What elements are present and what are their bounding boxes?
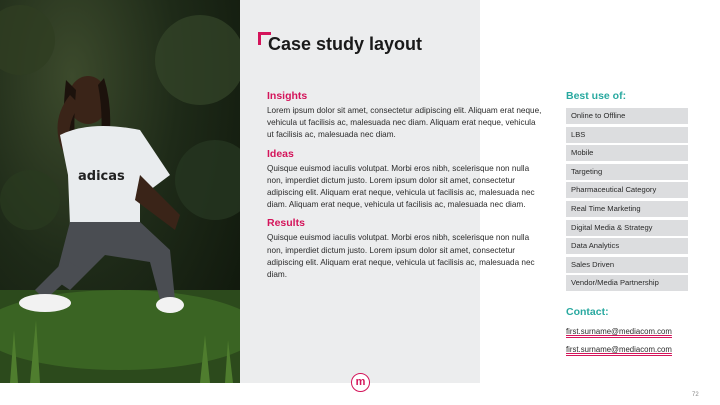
- contact-email-link[interactable]: first.surname@mediacom.com: [566, 345, 672, 354]
- page-number: 72: [692, 392, 699, 398]
- page-title: Case study layout: [268, 34, 423, 54]
- best-use-heading: Best use of:: [566, 90, 627, 102]
- section-body: Quisque euismod iaculis volutpat. Morbi eros nibh, scelerisque non nulla non, imperdiet dictum justo. Lorem ipsum dolor sit amet, consectetur adipiscing elit. Aliquam erat neque, vehicula ut facilisis ac, malesuada nec diam. Aliquam erat neque, vehicula ut facilisis ac, malesuada nec diam.: [267, 163, 535, 210]
- best-use-item: Pharmaceutical Category: [566, 182, 688, 198]
- section-body: Quisque euismod iaculis volutpat. Morbi eros nibh, scelerisque non nulla non, imperdiet dictum justo. Lorem ipsum dolor sit amet, consectetur adipiscing elit. Aliquam erat neque, vehicula ut facilisis ac, malesuada nec diam.: [267, 233, 535, 280]
- contact-block: [566, 306, 696, 357]
- best-use-item: Sales Driven: [566, 257, 688, 273]
- section-heading: Insights: [267, 90, 308, 102]
- contact-email-link[interactable]: first.surname@mediacom.com: [566, 327, 672, 336]
- best-use-item: Data Analytics: [566, 238, 688, 254]
- best-use-item: Vendor/Media Partnership: [566, 275, 688, 291]
- mediacom-logo-icon: m: [351, 373, 370, 392]
- best-use-item: Online to Offline: [566, 108, 688, 124]
- best-use-list: [566, 90, 688, 294]
- best-use-item: Targeting: [566, 164, 688, 180]
- section-heading: Results: [267, 217, 305, 230]
- section-insights: [267, 90, 542, 142]
- best-use-item: Mobile: [566, 145, 688, 161]
- best-use-item: Real Time Marketing: [566, 201, 688, 217]
- best-use-item: LBS: [566, 127, 688, 143]
- case-study-content: [267, 90, 542, 287]
- section-heading: Ideas: [267, 147, 294, 160]
- section-body: Lorem ipsum dolor sit amet, consectetur adipiscing elit. Aliquam erat neque, vehicula ut facilisis ac, malesuada nec diam. Aliquam erat neque, vehicula ut facilisis ac, malesuada nec diam.: [267, 106, 542, 140]
- contact-heading: Contact:: [566, 306, 609, 318]
- best-use-item: Digital Media & Strategy: [566, 220, 688, 236]
- svg-text:adicas: adicas: [78, 169, 125, 184]
- section-results: [267, 217, 542, 281]
- section-ideas: [267, 148, 542, 212]
- person-photo-illustration: [0, 0, 240, 383]
- hero-photo: [0, 0, 240, 383]
